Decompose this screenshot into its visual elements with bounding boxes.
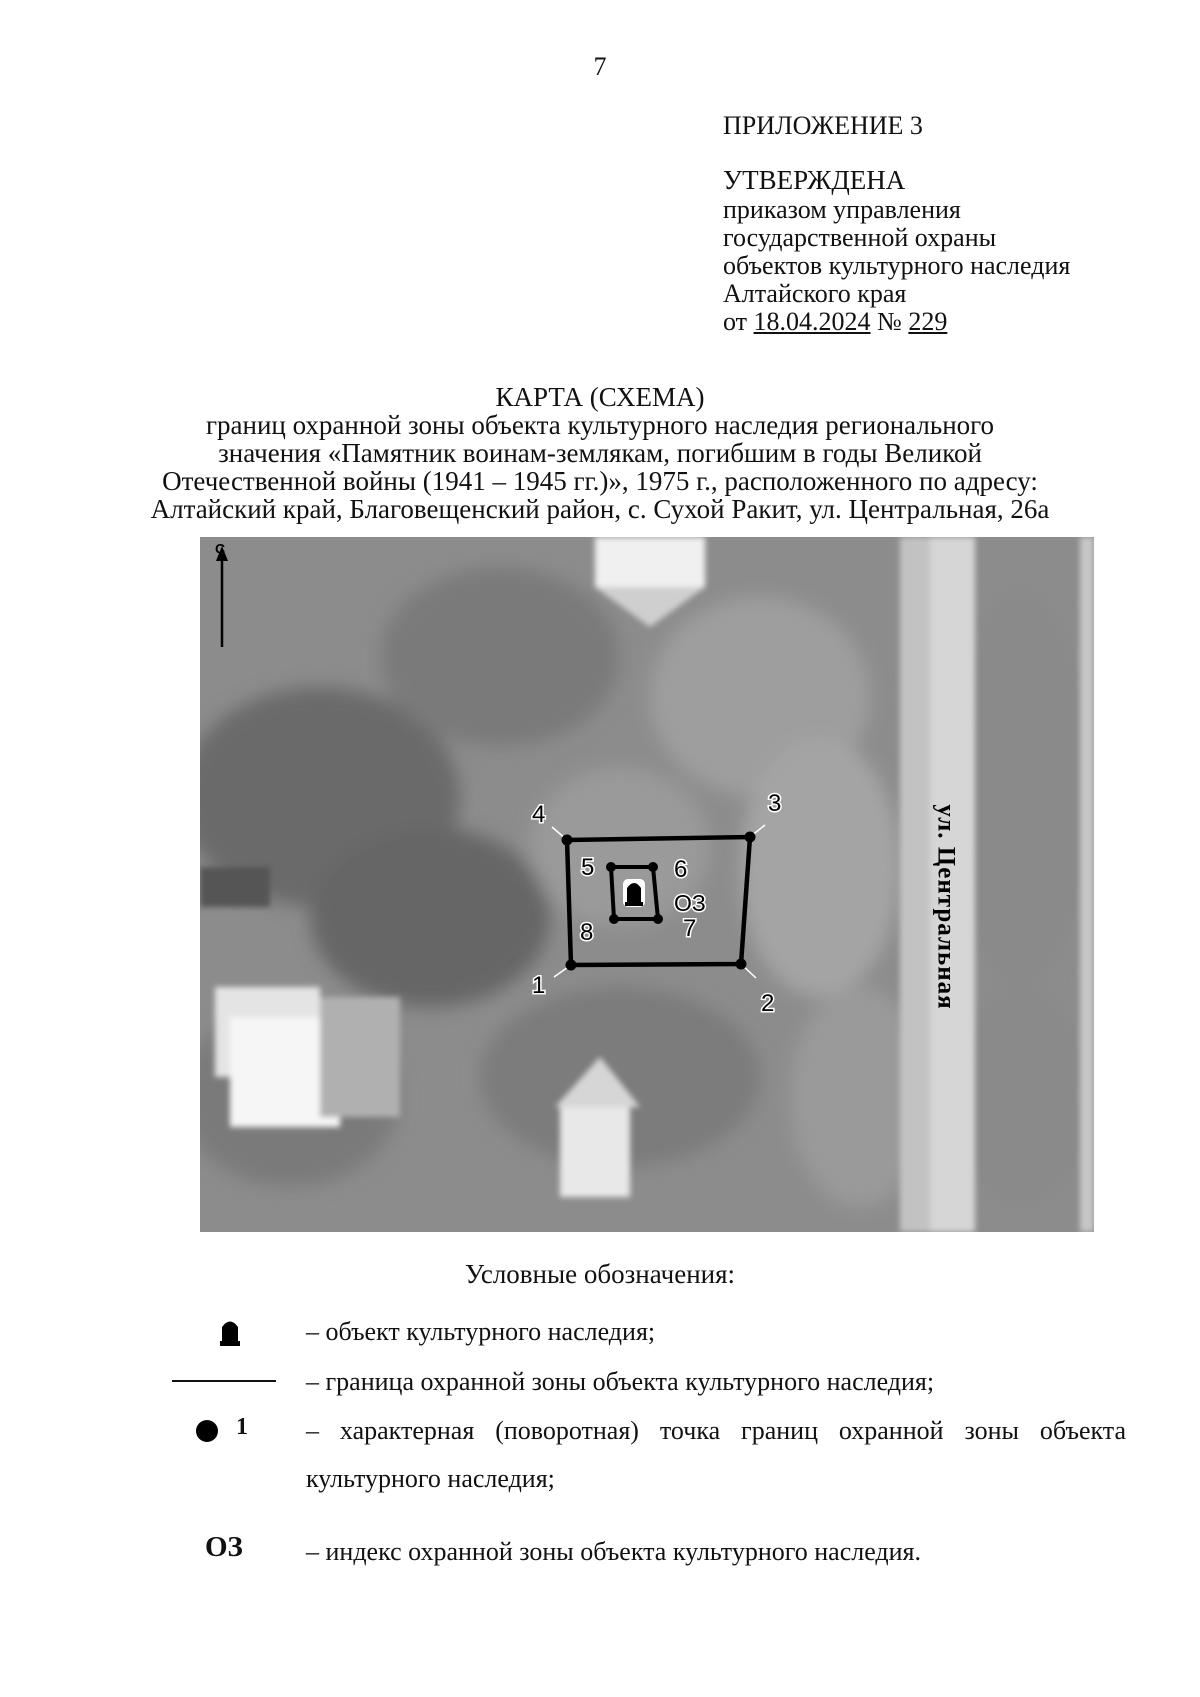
turning-point-symbol-label: 1 <box>236 1414 248 1440</box>
approval-date-line <box>723 308 1070 336</box>
turning-point <box>736 959 747 970</box>
boundary-line-symbol <box>172 1380 276 1382</box>
legend-text: – граница охранной зоны объекта культурного наследия; <box>306 1367 935 1396</box>
monument-icon <box>219 1318 241 1346</box>
legend-text: – индекс охранной зоны объекта культурного наследия. <box>306 1537 922 1566</box>
legend-heading: Условные обозначения: <box>464 1259 736 1289</box>
approval-line: объектов культурного наследия <box>723 251 1071 280</box>
point-label: 4 <box>532 801 546 828</box>
approval-number: 229 <box>908 307 948 336</box>
approval-date: 18.04.2024 <box>753 307 871 336</box>
title-line: значения «Памятник воинам-землякам, погибшим в годы Великой <box>218 438 982 468</box>
approval-line: приказом управления <box>723 195 961 224</box>
point-label: 8 <box>580 919 594 946</box>
title-heading: КАРТА (СХЕМА) <box>495 382 705 412</box>
point-label: 7 <box>683 915 697 942</box>
title-line: Отечественной войны (1941 – 1945 гг.)», 1975 г., расположенного по адресу: <box>162 466 1038 496</box>
appendix-label: ПРИЛОЖЕНИЕ 3 <box>723 111 923 140</box>
turning-point <box>653 914 663 924</box>
aerial-map <box>200 537 1094 1232</box>
turning-point <box>606 862 616 872</box>
legend-text: – характерная (поворотная) точка границ охранной зоны объекта культурного наследия; <box>306 1416 1126 1493</box>
point-label: 3 <box>768 790 782 817</box>
approval-line: Алтайского края <box>723 279 907 308</box>
zone-index-symbol: ОЗ <box>205 1531 243 1563</box>
legend-symbol <box>160 1318 300 1348</box>
point-label: 1 <box>532 972 546 999</box>
street-label: ул. Центральная <box>932 804 960 1010</box>
point-label: 6 <box>674 856 688 883</box>
monument-icon <box>623 879 645 907</box>
point-label: 5 <box>581 854 595 881</box>
approval-line: государственной охраны <box>723 223 997 252</box>
point-label: 2 <box>761 990 775 1017</box>
turning-point-symbol <box>196 1420 218 1442</box>
title-line: границ охранной зоны объекта культурного наследия регионального <box>205 410 995 440</box>
page-number: 7 <box>593 52 607 81</box>
document-title <box>80 383 1120 523</box>
approval-block <box>723 112 1070 336</box>
date-prefix: от <box>723 307 748 336</box>
approved-label: УТВЕРЖДЕНА <box>723 165 906 195</box>
legend-text: – объект культурного наследия; <box>306 1317 656 1346</box>
zone-index-label: ОЗ <box>674 890 706 916</box>
number-prefix: № <box>877 307 902 336</box>
north-label: С <box>215 540 226 557</box>
turning-point <box>745 832 756 843</box>
turning-point <box>566 960 577 971</box>
turning-point <box>562 835 573 846</box>
turning-point <box>648 862 658 872</box>
title-line: Алтайский край, Благовещенский район, с. Сухой Ракит, ул. Центральная, 26а <box>150 494 1050 524</box>
turning-point <box>609 914 619 924</box>
